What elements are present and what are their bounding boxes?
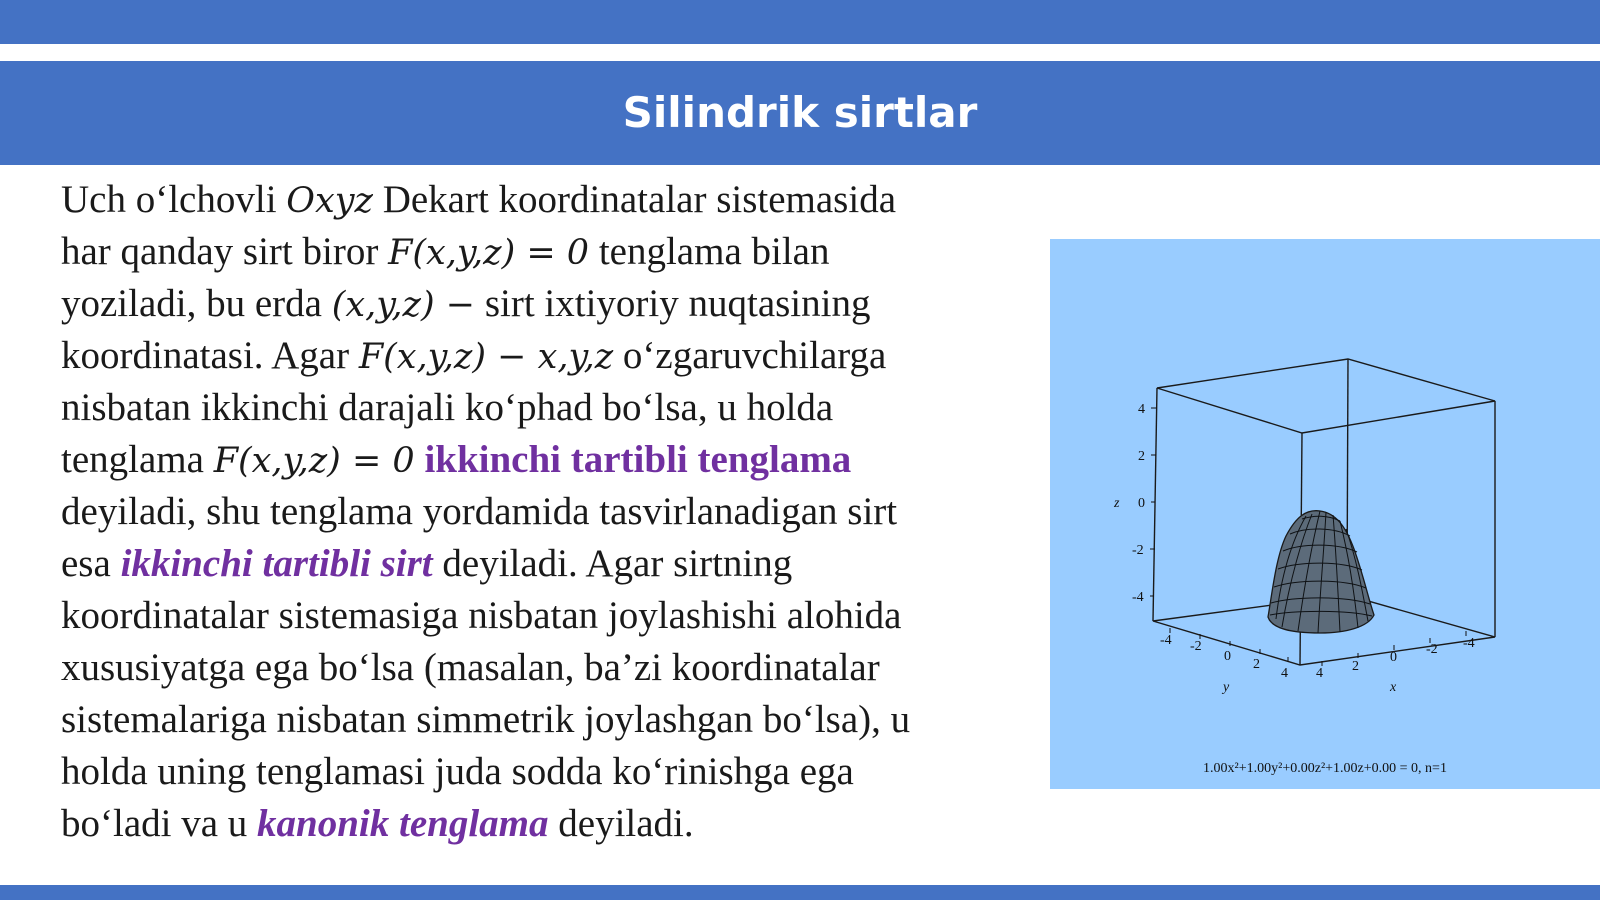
y-tick: -2	[1190, 639, 1202, 654]
x-tick: 2	[1352, 659, 1359, 674]
text-line: koordinatalar sistemasiga nisbatan joylashishi alohida	[61, 594, 902, 637]
text-line: nisbatan ikkinchi darajali ko‘phad bo‘lsa, u holda	[61, 386, 834, 429]
y-tick: 2	[1253, 657, 1260, 672]
text-line: xususiyatga ega bo‘lsa (masalan, ba’zi koordinatalar	[61, 646, 880, 689]
x-tick: 4	[1316, 666, 1323, 681]
3d-plot	[1050, 239, 1600, 789]
highlighted-term: ikkinchi tartibli tenglama	[424, 438, 852, 481]
z-axis	[1113, 402, 1145, 605]
bottom-accent-bar	[0, 885, 1600, 900]
paraboloid-surface	[1268, 511, 1374, 633]
y-tick: 4	[1281, 666, 1288, 681]
z-tick: -4	[1132, 590, 1144, 605]
text-line: yoziladi, bu erda (x,y,z) − sirt ixtiyoriy nuqtasining	[61, 282, 871, 325]
y-tick: -4	[1160, 633, 1172, 648]
highlighted-term: ikkinchi tartibli sirt	[120, 542, 433, 585]
text-line: tenglama F(x,y,z) = 0 ikkinchi tartibli tenglama	[61, 438, 852, 481]
math-expression: Oxyz	[286, 181, 373, 221]
math-expression: F(x,y,z) = 0	[388, 233, 590, 273]
y-tick: 0	[1224, 649, 1231, 664]
text-line: Uch o‘lchovli Oxyz Dekart koordinatalar sistemasida	[61, 178, 897, 221]
math-expression: (x,y,z) −	[331, 285, 476, 325]
x-axis	[1316, 636, 1475, 695]
text-line: esa ikkinchi tartibli sirt deyiladi. Agar sirtning	[61, 542, 793, 585]
z-tick: 2	[1138, 449, 1145, 464]
z-tick: 4	[1138, 402, 1145, 417]
paraboloid-figure	[1050, 239, 1600, 789]
text-line: bo‘ladi va u kanonik tenglama deyiladi.	[61, 802, 694, 845]
body-paragraph	[61, 174, 1051, 850]
z-tick: 0	[1138, 496, 1145, 511]
y-axis-label: y	[1223, 680, 1230, 695]
figure-caption: 1.00x²+1.00y²+0.00z²+1.00z+0.00 = 0, n=1	[1203, 761, 1447, 776]
x-tick: -4	[1463, 636, 1475, 651]
text-line: koordinatasi. Agar F(x,y,z) − x,y,z o‘zgaruvchilarga	[61, 334, 887, 377]
text-line: holda uning tenglamasi juda sodda ko‘rinishga ega	[61, 750, 854, 793]
text-line: har qanday sirt biror F(x,y,z) = 0 tenglama bilan	[61, 230, 830, 273]
text-line: deyiladi, shu tenglama yordamida tasvirlanadigan sirt	[61, 490, 898, 533]
slide-title: Silindrik sirtlar	[622, 88, 978, 137]
z-tick: -2	[1132, 543, 1144, 558]
z-axis-label: z	[1114, 496, 1120, 511]
math-expression: F(x,y,z) − x,y,z	[358, 337, 614, 377]
x-axis-label: x	[1390, 680, 1397, 695]
highlighted-term: kanonik tenglama	[257, 802, 549, 845]
text-line: sistemalariga nisbatan simmetrik joylashgan bo‘lsa), u	[61, 698, 911, 741]
top-accent-bar	[0, 0, 1600, 44]
x-tick: -2	[1426, 642, 1438, 657]
math-expression: F(x,y,z) = 0	[213, 441, 415, 481]
x-tick: 0	[1390, 650, 1397, 665]
title-band	[0, 61, 1600, 165]
